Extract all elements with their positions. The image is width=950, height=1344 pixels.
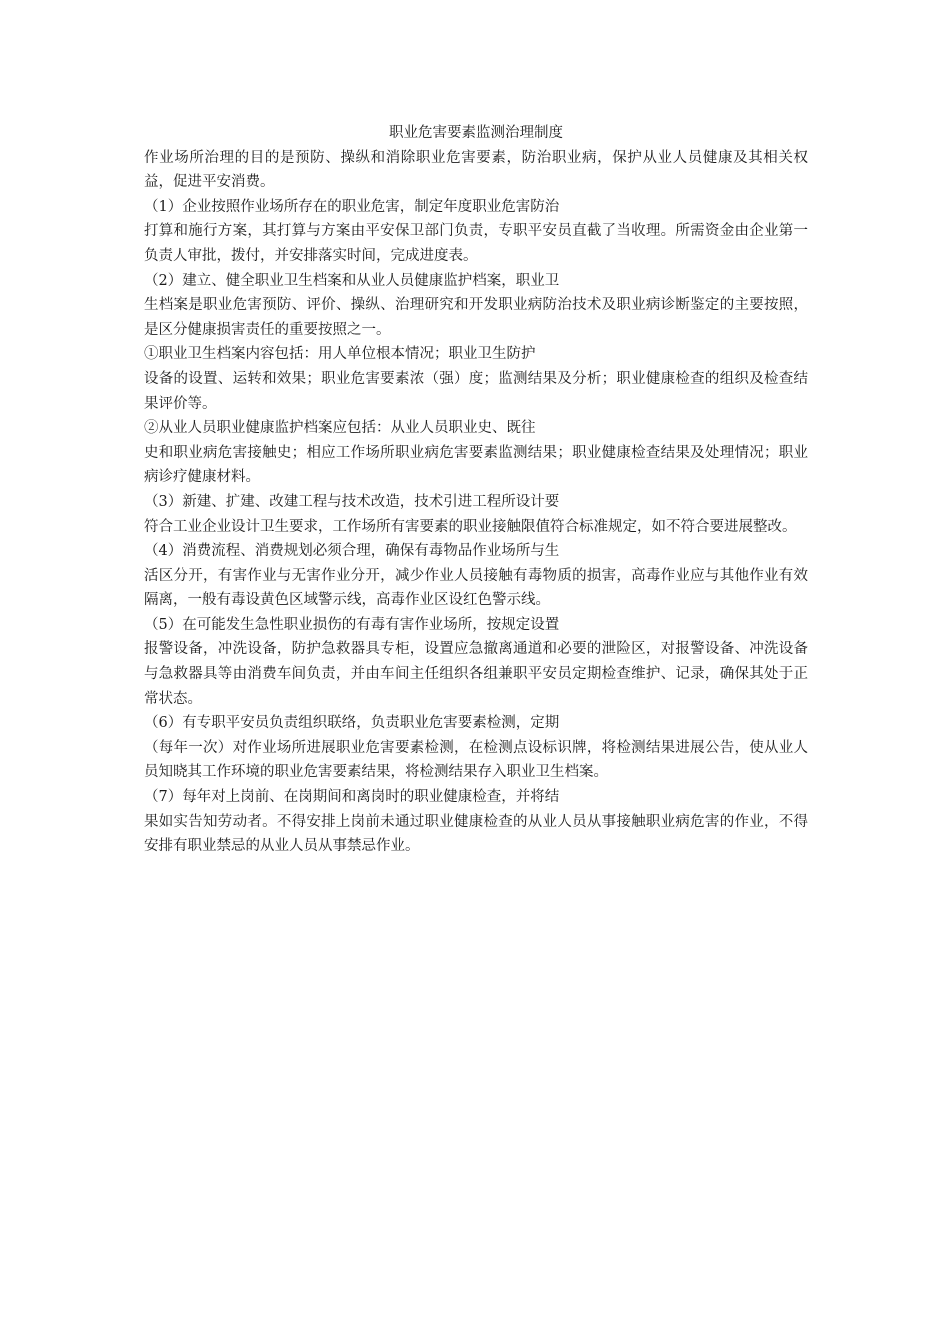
- paragraph: 作业场所治理的目的是预防、操纵和消除职业危害要素，防治职业病，保护从业人员健康及其相关权益，促进平安消费。: [144, 149, 808, 191]
- paragraph: （5）在可能发生急性职业损伤的有毒有害作业场所，按规定设置: [144, 616, 560, 633]
- paragraph: 打算和施行方案，其打算与方案由平安保卫部门负责，专职平安员直截了当收理。所需资金由企业第一负责人审批，拨付，并安排落实时间，完成进度表。: [144, 223, 808, 264]
- paragraph: （1）企业按照作业场所存在的职业危害，制定年度职业危害防治: [144, 198, 560, 215]
- document-body: [144, 146, 808, 859]
- paragraph: 报警设备，冲洗设备，防护急救器具专柜，设置应急撤离通道和必要的泄险区，对报警设备、冲洗设备与急救器具等由消费车间负责，并由车间主任组织各组兼职平安员定期检查维护、记录，确保其处于正常状态。: [144, 641, 808, 707]
- paragraph: 设备的设置、运转和效果；职业危害要素浓（强）度；监测结果及分析；职业健康检查的组织及检查结果评价等。: [144, 370, 808, 412]
- paragraph: ①职业卫生档案内容包括：用人单位根本情况；职业卫生防护: [144, 346, 536, 363]
- paragraph: 活区分开，有害作业与无害作业分开，减少作业人员接触有毒物质的损害，高毒作业应与其他作业有效隔离，一般有毒设黄色区域警示线，高毒作业区设红色警示线。: [144, 567, 808, 609]
- paragraph: 史和职业病危害接触史；相应工作场所职业病危害要素监测结果；职业健康检查结果及处理情况；职业病诊疗健康材料。: [144, 444, 808, 486]
- paragraph: （4）消费流程、消费规划必须合理，确保有毒物品作业场所与生: [144, 543, 560, 560]
- paragraph: 生档案是职业危害预防、评价、操纵、治理研究和开发职业病防治技术及职业病诊断鉴定的主要按照，是区分健康损害责任的重要按照之一。: [144, 297, 808, 338]
- paragraph: （7）每年对上岗前、在岗期间和离岗时的职业健康检查，并将结: [144, 789, 560, 806]
- paragraph: （6）有专职平安员负责组织联络，负责职业危害要素检测，定期: [144, 715, 560, 732]
- paragraph: 符合工业企业设计卫生要求，工作场所有害要素的职业接触限值符合标准规定，如不符合要进展整改。: [144, 518, 797, 535]
- paragraph: （每年一次）对作业场所进展职业危害要素检测，在检测点设标识牌，将检测结果进展公告，使从业人员知晓其工作环境的职业危害要素结果，将检测结果存入职业卫生档案。: [144, 739, 808, 781]
- document-title: 职业危害要素监测治理制度: [389, 125, 563, 141]
- paragraph: （2）建立、健全职业卫生档案和从业人员健康监护档案，职业卫: [144, 272, 560, 289]
- document-page: [144, 121, 808, 859]
- paragraph: 果如实告知劳动者。不得安排上岗前未通过职业健康检查的从业人员从事接触职业病危害的作业，不得安排有职业禁忌的从业人员从事禁忌作业。: [144, 813, 808, 855]
- paragraph: （3）新建、扩建、改建工程与技术改造，技术引进工程所设计要: [144, 493, 560, 510]
- paragraph: ②从业人员职业健康监护档案应包括：从业人员职业史、既往: [144, 420, 536, 437]
